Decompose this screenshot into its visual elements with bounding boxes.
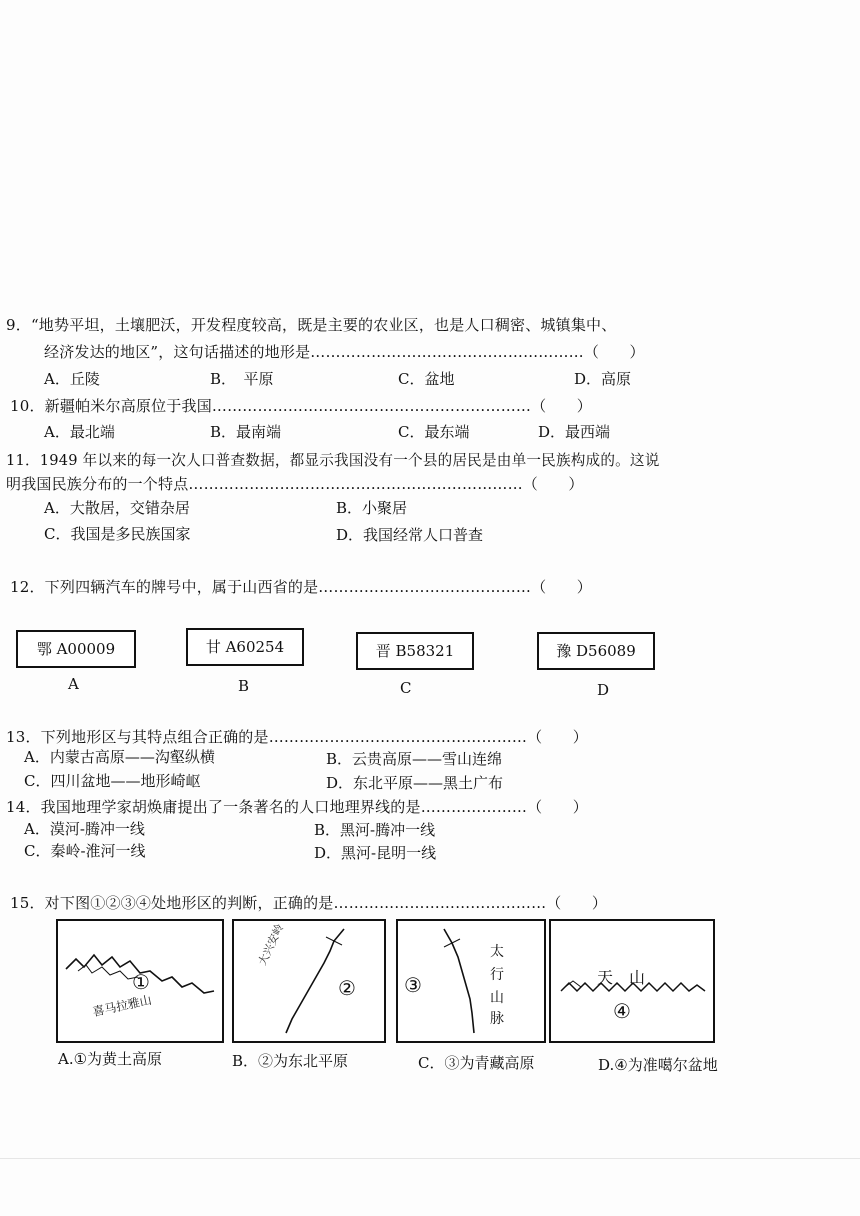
- q15-option-d[interactable]: D.④为准噶尔盆地: [598, 1056, 718, 1074]
- q10-option-a[interactable]: A．最北端: [44, 423, 115, 441]
- q12-stem: 12．下列四辆汽车的牌号中，属于山西省的是……………………………………（ ）: [10, 578, 592, 596]
- q9-stem-line1: 9．“地势平坦，土壤肥沃，开发程度较高，既是主要的农业区，也是人口稠密、城镇集中、: [6, 316, 617, 334]
- plate-b-letter: B: [238, 677, 250, 695]
- q13-option-c[interactable]: C．四川盆地——地形崎岖: [24, 772, 201, 790]
- q11-stem-line1: 11．1949 年以来的每一次人口普查数据，都显示我国没有一个县的居民是由单一民族构成的。这说: [6, 452, 660, 469]
- panel-1-number: ①: [132, 970, 150, 994]
- plate-c[interactable]: 晋 B58321: [356, 632, 474, 670]
- panel-1-label: 喜马拉雅山: [91, 992, 153, 1020]
- panel-3-number: ③: [404, 973, 422, 997]
- q9-option-a[interactable]: A．丘陵: [44, 370, 100, 388]
- q13-stem: 13．下列地形区与其特点组合正确的是……………………………………………（ ）: [6, 728, 588, 746]
- q10-option-b[interactable]: B．最南端: [210, 423, 282, 441]
- panel-4-label: 天 山: [597, 968, 646, 987]
- plate-a[interactable]: 鄂 A00009: [16, 630, 136, 668]
- panel-3-label-2: 行: [490, 967, 504, 983]
- q15-option-a[interactable]: A.①为黄土高原: [58, 1050, 163, 1068]
- q11-stem-line2: 明我国民族分布的一个特点…………………………………………………………（ ）: [6, 475, 584, 493]
- q15-stem: 15．对下图①②③④处地形区的判断，正确的是……………………………………（ ）: [10, 894, 608, 912]
- q9-option-d[interactable]: D．高原: [574, 370, 632, 388]
- q9-option-c[interactable]: C．盆地: [398, 370, 455, 388]
- panel-3-label-3: 山: [490, 990, 504, 1006]
- panel-3-label-1: 太: [490, 944, 504, 960]
- q9-stem-line2: 经济发达的地区”，这句话描述的地形是………………………………………………（ ）: [44, 343, 645, 361]
- q15-option-c[interactable]: C．③为青藏高原: [418, 1054, 535, 1072]
- q13-option-b[interactable]: B．云贵高原——雪山连绵: [326, 750, 503, 768]
- q14-stem: 14．我国地理学家胡焕庸提出了一条著名的人口地理界线的是…………………（ ）: [6, 798, 588, 816]
- q10-option-d[interactable]: D．最西端: [538, 423, 611, 441]
- q13-option-d[interactable]: D．东北平原——黑土广布: [326, 774, 504, 792]
- q11-option-b[interactable]: B．小聚居: [336, 499, 408, 517]
- plate-d-letter: D: [597, 681, 610, 699]
- map-panel-1: [56, 919, 224, 1043]
- q14-option-a[interactable]: A．漠河-腾冲一线: [24, 820, 145, 838]
- q11-option-a[interactable]: A．大散居，交错杂居: [44, 499, 190, 517]
- page-divider: [0, 1158, 860, 1159]
- plate-d[interactable]: 豫 D56089: [537, 632, 655, 670]
- q14-option-d[interactable]: D．黑河-昆明一线: [314, 844, 437, 862]
- q11-option-d[interactable]: D．我国经常人口普查: [336, 526, 484, 544]
- q10-option-c[interactable]: C．最东端: [398, 423, 470, 441]
- mountain-ridge-icon: [234, 921, 384, 1041]
- q11-option-c[interactable]: C．我国是多民族国家: [44, 525, 191, 543]
- map-panel-2: [232, 919, 386, 1043]
- map-panel-3: [396, 919, 546, 1043]
- panel-2-label: 大兴安岭: [255, 921, 287, 968]
- q15-option-b[interactable]: B．②为东北平原: [232, 1052, 349, 1070]
- panel-2-number: ②: [338, 976, 356, 1000]
- q9-option-b[interactable]: B． 平原: [210, 370, 274, 388]
- q10-stem: 10．新疆帕米尔高原位于我国………………………………………………………（ ）: [10, 397, 592, 415]
- plate-c-letter: C: [400, 679, 412, 697]
- plate-b[interactable]: 甘 A60254: [186, 628, 304, 666]
- plate-a-letter: A: [68, 675, 79, 693]
- panel-4-number: ④: [613, 999, 631, 1023]
- map-panel-4: [549, 919, 715, 1043]
- q14-option-b[interactable]: B．黑河-腾冲一线: [314, 821, 436, 839]
- q13-option-a[interactable]: A．内蒙古高原——沟壑纵横: [24, 748, 215, 766]
- q14-option-c[interactable]: C．秦岭-淮河一线: [24, 842, 146, 860]
- panel-3-label-4: 脉: [490, 1011, 504, 1027]
